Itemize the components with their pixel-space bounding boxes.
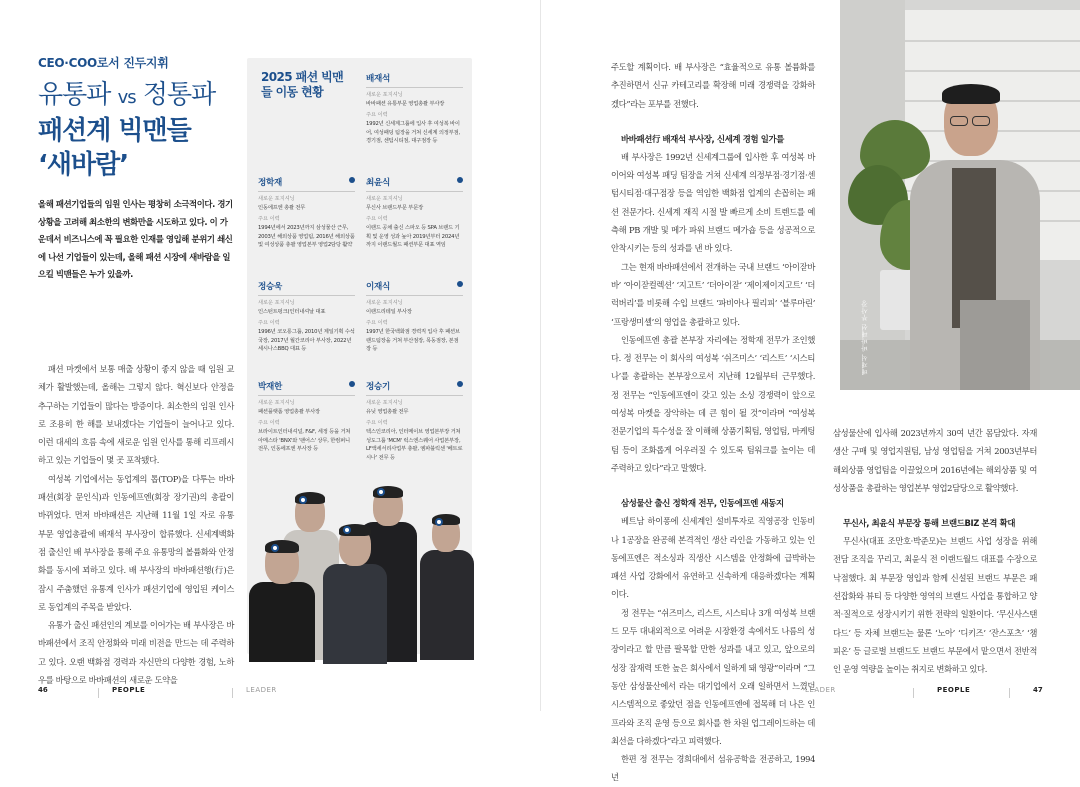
label-career: 주요 이력 [366, 112, 388, 119]
footer-divider [98, 688, 99, 698]
photo-caption: 배재석 바바패션 부사장 [861, 300, 869, 376]
sidebar-person-name: 박재한 [258, 380, 355, 396]
photo-marker-icon [377, 488, 385, 496]
sidebar-person-name: 정학재 [258, 176, 355, 192]
footer-divider [913, 688, 914, 698]
photo-marker-icon [343, 526, 351, 534]
sidebar-card-park [258, 380, 355, 457]
sidebar-card-lee [366, 280, 463, 357]
label-new-position: 새로운 포지셔닝 [258, 400, 295, 406]
body-paragraph: 배 부사장은 1992년 신세계그룹에 입사한 후 여성복 바이어와 여성복 패딩 팀장을 거쳐 신세계 의정부점·경기점·센텀시티점·대구점장 등을 역임한 백화점 업계의 손꼽히는 패션 전문가다. 신세계 재직 시절 발 빠르게 소비 트렌드를 예측해 PB 개발 및 메가 파워 브랜드 메가숍 등을 성공적으로 안착시키는 등의 성과를 낸 바 있다. [611, 151, 815, 254]
label-career: 주요 이력 [366, 216, 388, 223]
sidebar-card-jung-seunguk [258, 280, 355, 357]
photo-marker-icon [457, 281, 463, 287]
label-new-position: 새로운 포지셔닝 [366, 92, 403, 98]
new-position: 패션플랫폼 영업총괄 부사장 [258, 409, 320, 415]
page-number-right: 47 [1033, 686, 1043, 694]
sidebar-person-name: 최윤식 [366, 176, 463, 192]
footer-subsection: LEADER [246, 686, 277, 694]
body-paragraph: 한편 정 전무는 경희대에서 섬유공학을 전공하고, 1994년 [611, 754, 815, 783]
photo-marker-icon [457, 177, 463, 183]
career: 1996년 코오롱그룹, 2010년 제일기획 수석국장, 2017년 월간코리아 부사장, 2022년 세시나스BBQ 대표 등 [258, 329, 355, 353]
label-new-position: 새로운 포지셔닝 [366, 400, 403, 406]
headline-line-3: ‘새바람’ [38, 150, 129, 180]
label-career: 주요 이력 [366, 420, 388, 427]
headline-line-2: 패션계 빅맨들 [38, 116, 191, 146]
new-position: 인동에프엔 총괄 전무 [258, 205, 306, 211]
label-career: 주요 이력 [258, 420, 280, 427]
label-career: 주요 이력 [366, 320, 388, 327]
new-position: 바바패션 유통부문 영업총괄 부사장 [366, 101, 445, 107]
page-number-left: 46 [38, 686, 48, 694]
kicker: CEO·COO로서 진두지휘 [38, 56, 169, 70]
new-position: 인스턴트펑크(인터내셔날 대표 [258, 309, 326, 315]
label-new-position: 새로운 포지셔닝 [258, 300, 295, 306]
paragraph-gap [611, 113, 815, 130]
footer-section: PEOPLE [937, 686, 971, 694]
career: 텍스인코리아, 인터메이브 영업본부장 거쳐 성도그룹 'MCM' 럭스엔스퀘어 사업본부장, LF액세서리사업부 총괄, 엠파블릭센 '베트로시나' 전무 등 [366, 429, 463, 461]
body-paragraph: 무신사(대표 조만호·박준모)는 브랜드 사업 성장을 위해 전담 조직을 꾸리고, 최윤식 전 이랜드월드 대표를 수장으로 낙점했다. 최 부문장 영입과 함께 신설된 브랜드 부문은 패션잡화와 뷰티 등 다양한 영역의 브랜드 사업을 통합하고 양적·질적으로 성장시키기 위한 전략의 일환이다. ‘무신사스탠다드’ 등 자체 브랜드는 물론 ‘노아’ ‘디키즈’ ‘잔스포츠’ ‘챔피온’ 등 글로벌 브랜드도 브랜드 부문에서 맡으면서 전반적인 운영 역량을 높이는 취지로 변화하고 있다. [833, 536, 1037, 675]
label-new-position: 새로운 포지셔닝 [258, 196, 295, 202]
label-new-position: 새로운 포지셔닝 [366, 196, 403, 202]
body-paragraph: 유통가 출신 패션인의 계보를 이어가는 배 부사장은 바바패션에서 조직 안정화와 미래 비전을 만드는 데 주력하고 있다. 오랜 백화점 경력과 자신만의 다양한 경험, 노하우를 바탕으로 바바패션의 새로운 도약을 [38, 620, 234, 686]
sidebar-person-name: 배재석 [366, 72, 463, 88]
body-paragraph: 패션 마켓에서 보통 매출 상황이 좋지 않을 때 임원 교체가 활발했는데, 올해는 그렇지 않다. 혁신보다 안정을 추구하는 기업들이 많다는 방증이다. 최소한의 임원 인사로 조용히 한 해를 보내겠다는 기업들이 늘어나고 있다. 이런 대세의 흐름 속에 새로운 임원 인사를 통해 리프레시하고 있는 기업들이 몇 곳 포착됐다. [38, 364, 234, 466]
body-paragraph: 삼성물산에 입사해 2023년까지 30여 년간 몸담았다. 자재 생산 구매 및 영업지원팀, 남성 영업팀을 거쳐 2003년부터 해외상품 영업팀을 이끌었으며 2016년에는 해외상품 및 여성상품을 총괄하는 영업본부 영업2담당으로 활약했다. [833, 428, 1037, 493]
sidebar-card-jung-seunggi [366, 380, 463, 465]
right-body-column-2 [833, 424, 1037, 679]
section-subhead: 바바패션行 배재석 부사장, 신세계 경험 일가를 [621, 133, 785, 144]
paragraph-gap [833, 497, 1037, 514]
portrait-photo [840, 0, 1080, 390]
sidebar-card-jung-hakjae [258, 176, 355, 253]
new-position: 무신사 브랜드부문 부문장 [366, 205, 424, 211]
sidebar-title: 2025 패션 빅맨들 이동 현황 [261, 70, 344, 99]
sidebar-person-name: 정승기 [366, 380, 463, 396]
photo-marker-icon [271, 544, 279, 552]
footer-divider [1009, 688, 1010, 698]
left-body-column [38, 360, 234, 689]
body-paragraph: 베트남 하이퐁에 신세계인 설비투자로 직영공장 인동비나 1공장을 완공해 본격적인 생산 라인을 가동하고 있는 인동에프엔은 적소싱과 직생산 시스템을 안정화에 급박하는 패션 사업 강화에서 유연하고 신속하게 대응하겠다는 계획이다. [611, 516, 815, 600]
right-body-column-1 [611, 58, 815, 787]
sidebar-person-name: 이재식 [366, 280, 463, 296]
sidebar-person-name: 정승욱 [258, 280, 355, 296]
new-position: 유닛 영업총괄 전무 [366, 409, 409, 415]
left-page [0, 0, 540, 711]
footer-subsection: LEADER [805, 686, 836, 694]
executives-group-photo [247, 478, 472, 654]
body-paragraph: 주도할 계획이다. 배 부사장은 “효율적으로 유통 볼륨화를 추진하면서 신규 카테고리를 확장해 미래 경쟁력을 강화하겠다”라는 포부를 전했다. [611, 62, 815, 109]
label-career: 주요 이력 [258, 216, 280, 223]
headline-line-1 [38, 74, 215, 111]
photo-marker-icon [349, 381, 355, 387]
sidebar-card-choi [366, 176, 463, 253]
career: 1997년 한국백화점 경력직 입사 후 패션브랜드팀장을 거쳐 부산점장, 목동점장, 본점장 등 [366, 329, 460, 353]
headline-vs: vs [117, 87, 136, 108]
lead-paragraph: 올해 패션기업들의 임원 인사는 평창히 소극적이다. 경기 상황을 고려해 최소한의 변화만을 시도하고 있다. 이 가운데서 비즈니스에 꼭 필요한 인재를 영입해 분위기 쇄신에 나선 기업들이 있는데, 올해 패션 시장에 새바람을 일으킬 빅맨들은 누가 있을까. [38, 199, 233, 279]
new-position: 이랜드리테일 부사장 [366, 309, 412, 315]
paragraph-gap [611, 477, 815, 494]
label-new-position: 새로운 포지셔닝 [366, 300, 403, 306]
career: 1992년 신세계그룹에 입사 후 여성복 바이어, 여성패딩 팀장을 거쳐 신세계 의정부점, 경기점, 센텀시티점, 대구점장 등 [366, 121, 460, 145]
footer-divider [232, 688, 233, 698]
photo-marker-icon [349, 177, 355, 183]
sidebar-card-bae [366, 72, 463, 149]
career: 1994년에서 2023년까지 삼성물산 근무, 2003년 해외상품 영업팀, 2016년 해외상품 및 여성상품 총괄 영업본부 영업2담당 활약 [258, 225, 355, 249]
section-subhead: 무신사, 최윤식 부문장 통해 브랜드BIZ 본격 확대 [843, 518, 1016, 529]
headline-part-b: 정통파 [135, 80, 216, 110]
section-subhead: 삼성물산 출신 정학재 전무, 인동에프엔 새동지 [621, 498, 784, 509]
body-paragraph: 그는 현재 바바패션에서 전개하는 국내 브랜드 ‘아이잗바바’ ‘아이잗컬렉션’ ‘지고트’ ‘더아이잗’ ‘제이제이지고트’ ‘더럭버리’를 비롯해 수입 브랜드 ‘파비아나 필리피’ ‘블루마린’ ‘프랑생미셸’의 영업을 총괄하고 있다. [611, 261, 815, 327]
photo-marker-icon [457, 381, 463, 387]
photo-marker-icon [299, 496, 307, 504]
body-paragraph: 정 전무는 “쉬즈미스, 리스트, 시스티나 3개 여성복 브랜드 모두 대내외적으로 어려운 시장환경 속에서도 나름의 성장이라고 할 만큼 팔목할 만한 성과를 내고 있고, 앞으로의 성장 잠재력 또한 높은 회사에서 일하게 돼 영광”이라며 “그동안 삼성물산에서 라는 대기업에서 오래 일하면서 느꼈던 시스템적으로 좋았던 점을 인동에프엔에 접목해 더 나은 인프라와 조직 운영 등으로 회사를 한 차원 업그레이드하는 데 최선을 다하겠다”라고 피력했다. [611, 607, 815, 746]
body-paragraph: 여성복 기업에서는 동업계의 톱(TOP)을 다투는 바바패션(회장 문인식)과 인동에프엔(회장 장기권)의 총괄이 바뀌었다. 먼저 바바패션은 지난해 11월 1일 자로 유통 부문 영업총괄에 배재석 부사장이 합류했다. 신세계백화점 출신인 배 부사장을 통해 주요 유통망의 볼륨화와 안정화를 동시에 꾀하고 있다. 배 부사장의 바바패션행(行)은 잠시 주춤했던 유통계 인사가 패션기업에 영입된 케이스로 동업계의 주목을 받았다. [38, 473, 234, 612]
headline-part-a: 유통파 [38, 80, 118, 110]
footer-section: PEOPLE [112, 686, 146, 694]
career: 이랜드 공채 출신 스파오 등 SPA 브랜드 기획 및 운영 성과 높아 2019년부터 2024년까지 이랜드월드 패션부문 대표 역임 [366, 225, 460, 249]
label-career: 주요 이력 [258, 320, 280, 327]
career: 브라이트인터내셔널, F&F, 세정 등을 거쳐 아메스타 'BNX'와 '팬어스' 상무, 한컴퍼니 전무, 인동에프엔 부사장 등 [258, 429, 351, 453]
photo-marker-icon [435, 518, 443, 526]
body-paragraph: 인동에프엔 총괄 본부장 자리에는 정학재 전무가 조인했다. 정 전무는 이 회사의 여성복 ‘쉬즈미스’ ‘리스트’ ‘시스티나’를 총괄하는 본부장으로서 지난해 12월부터 근무했다. 정 전무는 “인동에프엔이 갖고 있는 소싱 경쟁력이 앞으로 여성복 마켓을 장악하는 데 큰 힘이 될 것”이라며 “여성복 전문기업의 특수성을 잘 이해해 상품기획팀, 영업팀, 마케팅팀 등이 조화롭게 어우러질 수 있도록 팀워크를 높이는 데 주력하고 있다”라고 말했다. [611, 334, 815, 473]
